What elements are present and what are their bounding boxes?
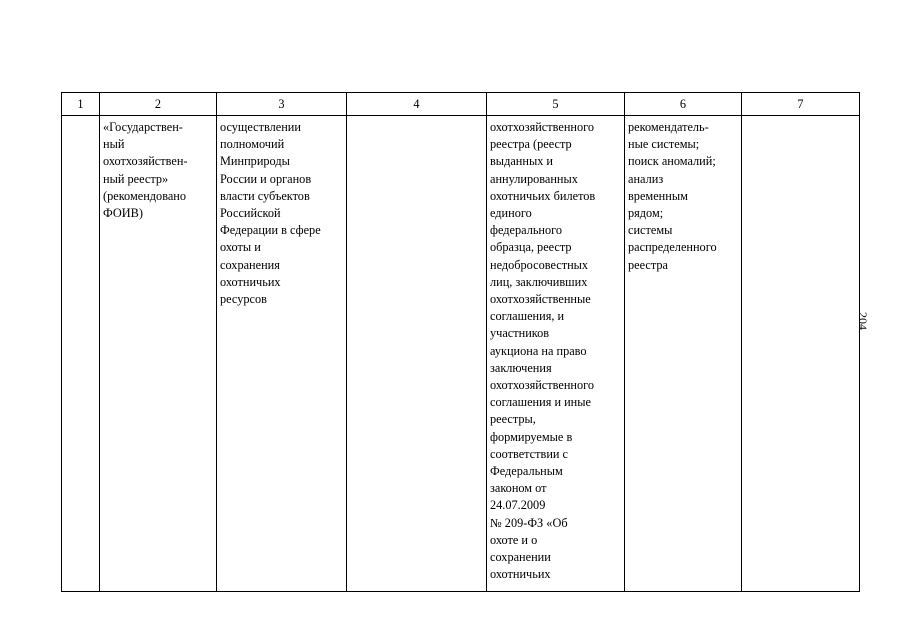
header-cell-2: 2 xyxy=(100,93,217,116)
header-cell-5: 5 xyxy=(487,93,625,116)
page-number: 204 xyxy=(856,312,870,330)
header-row xyxy=(62,93,860,116)
cell-col-5 xyxy=(487,116,625,592)
cell-text-col-2: «Государствен- ный охотхозяйствен- ный реестр» (рекомендовано ФОИВ) xyxy=(103,120,188,221)
cell-text-col-3: осуществлении полномочий Минприроды России и органов власти субъектов Российской Федерации в сфере охоты и сохранения охотничьих ресурсов xyxy=(220,120,321,307)
cell-text-col-4 xyxy=(347,116,486,119)
cell-text-col-1 xyxy=(62,116,99,119)
cell-col-4 xyxy=(347,116,487,592)
header-cell-7: 7 xyxy=(742,93,860,116)
cell-text-col-7 xyxy=(742,116,859,119)
cell-col-1 xyxy=(62,116,100,592)
cell-text-col-5: охотхозяйственного реестра (реестр выданных и аннулированных охотничьих билетов единого федерального образца, реестр недобросовестных лиц, заключивших охотхозяйственные соглашения, и участников аукциона на право заключения охотхозяйственного соглашения и иные реестры, формируемые в соответствии с Федеральным законом от 24.07.2009 № 209-ФЗ «Об охоте и о сохранении охотничьих xyxy=(490,120,596,582)
header-cell-1: 1 xyxy=(62,93,100,116)
header-cell-3: 3 xyxy=(217,93,347,116)
header-cell-6: 6 xyxy=(625,93,742,116)
cell-col-2 xyxy=(100,116,217,592)
cell-col-3 xyxy=(217,116,347,592)
header-cell-4: 4 xyxy=(347,93,487,116)
cell-col-6 xyxy=(625,116,742,592)
table-row xyxy=(62,116,860,592)
document-table xyxy=(61,92,860,592)
cell-text-col-6: рекомендатель- ные системы; поиск аномалий; анализ временным рядом; системы распределенного реестра xyxy=(628,120,717,272)
cell-col-7 xyxy=(742,116,860,592)
